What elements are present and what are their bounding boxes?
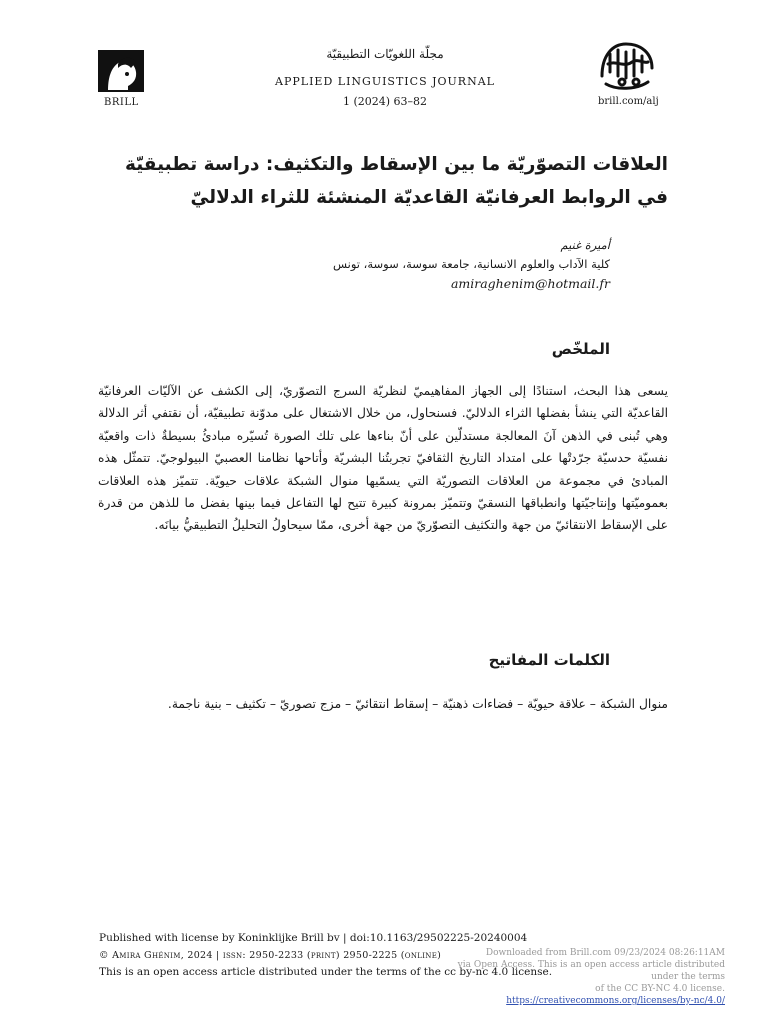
journal-url[interactable]: brill.com/alj xyxy=(598,96,659,107)
author-name: أميرة غنيم xyxy=(560,238,610,252)
keywords-text: منوال الشبكة – علاقة حيويّة – فضاءات ذهنيّة – إسقاط انتقائيّ – مزج تصوريّ – تكثيف – بنية ناجمة. xyxy=(167,697,668,711)
journal-title-english: APPLIED LINGUISTICS JOURNAL xyxy=(275,75,495,88)
footer-license-doi: Published with license by Koninklijke Brill bv | doi:10.1163/29502225-20240004 xyxy=(99,932,528,944)
brill-logo xyxy=(98,50,144,92)
author-email[interactable]: amiraghenim@hotmail.fr xyxy=(450,276,610,291)
journal-title-arabic: مجلّة اللغويّات التطبيقيّة xyxy=(326,47,444,61)
footer-copyright-issn: © Amira Ghénim, 2024 | issn: 2950-2233 (print) 2950-2225 (online) xyxy=(99,950,442,961)
footer-open-access: This is an open access article distributed under the terms of the cc by-nc 4.0 license. xyxy=(99,966,553,978)
author-block xyxy=(240,236,610,293)
abstract-text: يسعى هذا البحث، استنادًا إلى الجهاز المفاهيميّ لنظريّة السرج التصوّريّ، إلى الكشف عن الآليّات العرفانيّة القاعديّة التي ينشأ بفضلها الثراء الدلاليّ. فسنحاول، من خلال الاشتغال على مدوّنة تطبيقيّة، أن نقتفي أثر الدلالة وهي تُبنى في الذهن آنَ المعالجة مستدلّين على أنّ بناءها على تلك الصورة تُسيّره مبادئُ بسيطةٌ ذات واقعيّة نفسيّة حدسيّة جرّدتْها على امتداد التاريخ الثقافيّ تجربتُنا البشريّة وأتاحها نظامنا العصبيّ البيولوجيّ. تتمثّل هذه المبادئ في مجموعة من العلاقات التصوريّة التي يسمّيها منوال الشبكة علاقات حيويّة. تتميّز هذه العلاقات بعموميّتها وإنتاجيّتها وانطباقها النسقيّ وتتميّز بمرونة كبيرة تتيح لها التفاعل فيما بينها بفضل ما للذهن من قدرة على الإسقاط الانتقائيّ من جهة والتكثيف التصوّريّ من جهة أخرى، ممّا سيحاولُ التحليلُ التطبيقيُّ بيانَه. xyxy=(98,384,668,533)
author-affiliation: كلية الآداب والعلوم الانسانية، جامعة سوسة، سوسة، تونس xyxy=(332,257,610,271)
publisher-name: BRILL xyxy=(104,97,139,108)
watermark-license-link[interactable]: https://creativecommons.org/licenses/by-nc/4.0/ xyxy=(506,996,725,1006)
journal-calligraphy-emblem xyxy=(596,36,658,94)
abstract-heading: الملخّص xyxy=(551,340,610,358)
watermark-line-3: of the CC BY-NC 4.0 license. xyxy=(595,984,725,994)
download-watermark xyxy=(450,947,725,1007)
watermark-line-2: via Open Access. This is an open access article distributed under the terms xyxy=(457,960,725,982)
article-title: العلاقات التصوّريّة ما بين الإسقاط والتكثيف: دراسة تطبيقيّة في الروابط العرفانيّة القاعديّة المنشئة للثراء الدلاليّ xyxy=(124,154,668,208)
journal-issue: 1 (2024) 63–82 xyxy=(342,95,428,108)
keywords-heading: الكلمات المفاتيح xyxy=(488,651,610,669)
watermark-line-1: Downloaded from Brill.com 09/23/2024 08:26:11AM xyxy=(485,948,725,958)
